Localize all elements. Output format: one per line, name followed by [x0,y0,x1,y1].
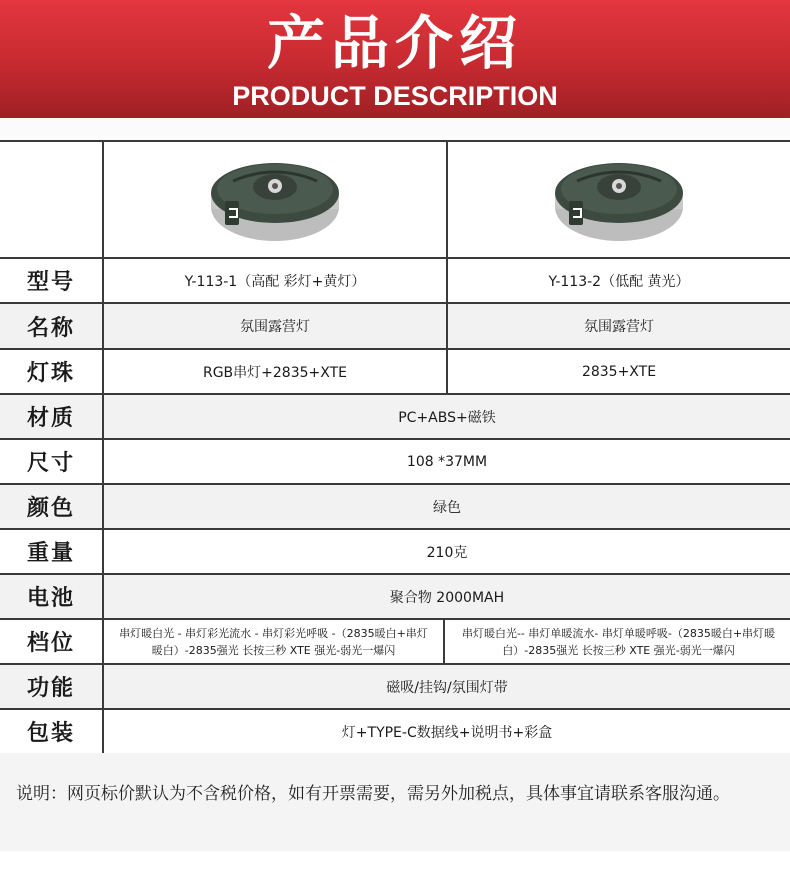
table-row-modes [0,620,790,665]
row-label: 名称 [0,304,104,348]
material-value: PC+ABS+磁铁 [398,409,496,426]
color-value: 绿色 [433,499,461,516]
table-row-beads [0,350,790,395]
table-row-package [0,710,790,755]
table-row-color [0,485,790,530]
table-row-size [0,440,790,485]
camping-lamp-icon [549,157,689,243]
table-row-material [0,395,790,440]
beads-value-2: 2835+XTE [581,363,657,380]
weight-value: 210克 [426,544,468,561]
model-value-1: Y-113-1（高配 彩灯+黄灯） [104,259,448,302]
page-title: 产品介绍 [266,9,523,77]
image-label-cell [0,142,104,257]
spec-table [0,140,790,755]
spacer [0,118,790,140]
product-image-2 [448,142,790,257]
name-value-1: 氛围露营灯 [104,304,448,348]
modes-value-1: 串灯暖白光 - 串灯彩光流水 - 串灯彩光呼吸 -（2835暖白+串灯暖白）-2835强光 长按三秒 XTE 强光-弱光一爆闪 [104,620,445,663]
footnote [0,753,790,851]
beads-value-1: RGB串灯+2835+XTE [104,350,448,393]
footnote-text: 说明：网页标价默认为不含税价格，如有开票需要，需另外加税点，具体事宜请联系客服沟通。 [16,784,730,804]
table-row-model [0,259,790,304]
table-row-images [0,142,790,259]
row-label: 重量 [0,530,104,573]
table-row-battery [0,575,790,620]
size-value: 108 *37MM [406,453,488,470]
row-label: 颜色 [0,485,104,528]
row-label: 档位 [0,620,104,663]
row-label: 包装 [0,710,104,753]
table-row-weight [0,530,790,575]
model-value-2: Y-113-2（低配 黄光） [548,273,690,290]
row-label: 功能 [0,665,104,708]
table-row-name [0,304,790,350]
row-label: 材质 [0,395,104,438]
row-label: 电池 [0,575,104,618]
product-image-1 [104,142,448,257]
header-banner [0,0,790,118]
table-row-function [0,665,790,710]
row-label: 灯珠 [0,350,104,393]
camping-lamp-icon [205,157,345,243]
row-label: 尺寸 [0,440,104,483]
row-label: 型号 [0,259,104,302]
modes-value-2: 串灯暖白光-- 串灯单暖流水- 串灯单暖呼吸-（2835暖白+串灯暖白）-2835强光 长按三秒 XTE 强光-弱光一爆闪 [461,626,776,657]
page-subtitle: PRODUCT DESCRIPTION [232,81,558,111]
package-value: 灯+TYPE-C数据线+说明书+彩盒 [341,724,553,741]
function-value: 磁吸/挂钩/氛围灯带 [386,679,508,696]
battery-value: 聚合物 2000MAH [389,589,505,606]
name-value-2: 氛围露营灯 [584,319,654,335]
